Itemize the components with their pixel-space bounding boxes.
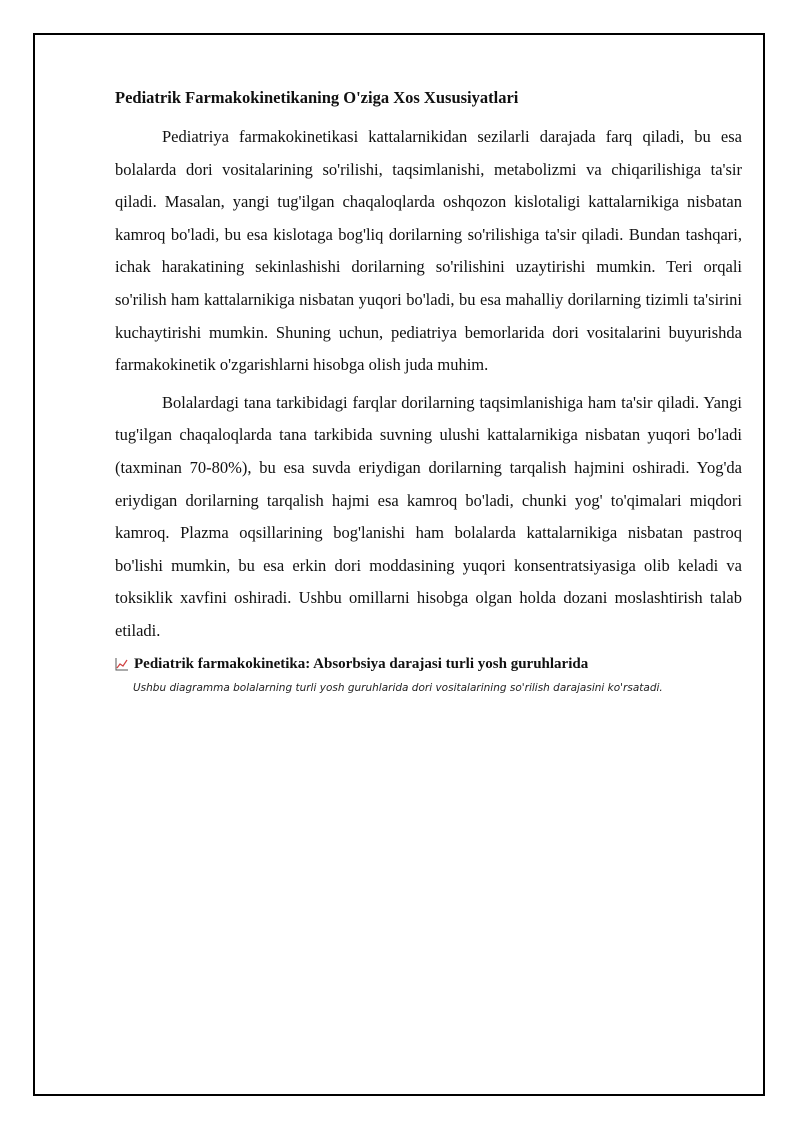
paragraph-2: Bolalardagi tana tarkibidagi farqlar dorilarning taqsimlanishiga ham ta'sir qiladi. Yangi tug'ilgan chaqaloqlarda tana tarkibida suvning ulushi kattalarnikiga nisbatan yuqori bo'ladi (taxminan 70-80%), bu esa suvda eriydigan dorilarning tarqalish hajmini oshiradi. Yog'da eriydigan dorilarning tarqalish hajmi esa kamroq bo'ladi, chunki yog' to'qimalari miqdori kamroq. Plazma oqsillarining bog'lanishi ham bolalarda kattalarnikiga nisbatan pastroq bo'lishi mumkin, bu esa erkin dori moddasining yuqori konsentratsiyasiga olib keladi va toksiklik xavfini oshiradi. Ushbu omillarni hisobga olgan holda dozani moslashtirish talab etiladi. <box>115 392 742 640</box>
chart-subtitle: Ushbu diagramma bolalarning turli yosh guruhlarida dori vositalarining so'rilish darajasini ko'rsatadi. <box>133 681 663 694</box>
document-body <box>115 86 742 696</box>
paragraph-1: Pediatriya farmakokinetikasi kattalarnikidan sezilarli darajada farq qiladi, bu esa bolalarda dori vositalarining so'rilishi, taqsimlanishi, metabolizmi va chiqarilishiga ta'sir qiladi. Masalan, yangi tug'ilgan chaqaloqlarda oshqozon kislotaligi kattalarnikiga nisbatan kamroq bo'ladi, bu esa kislotaga bog'liq dorilarning so'rilishiga ta'sir qiladi. Bundan tashqari, ichak harakatining sekinlashishi dorilarning so'rilishini uzaytirishi mumkin. Teri orqali so'rilish ham kattalarnikiga nisbatan yuqori bo'ladi, bu esa mahalliy dorilarning tizimli ta'sirini kuchaytirishi mumkin. Shuning uchun, pediatriya bemorlarida dori vositalarini buyurishda farmakokinetik o'zgarishlarni hisobga olish juda muhim. <box>115 127 742 375</box>
chart-caption <box>115 654 742 696</box>
chart-increasing-icon <box>115 657 129 671</box>
section-heading: Pediatrik Farmakokinetikaning O'ziga Xos Xususiyatlari <box>115 88 519 107</box>
chart-title: Pediatrik farmakokinetika: Absorbsiya darajasi turli yosh guruhlarida <box>134 655 589 672</box>
chart-title-row <box>115 654 742 674</box>
